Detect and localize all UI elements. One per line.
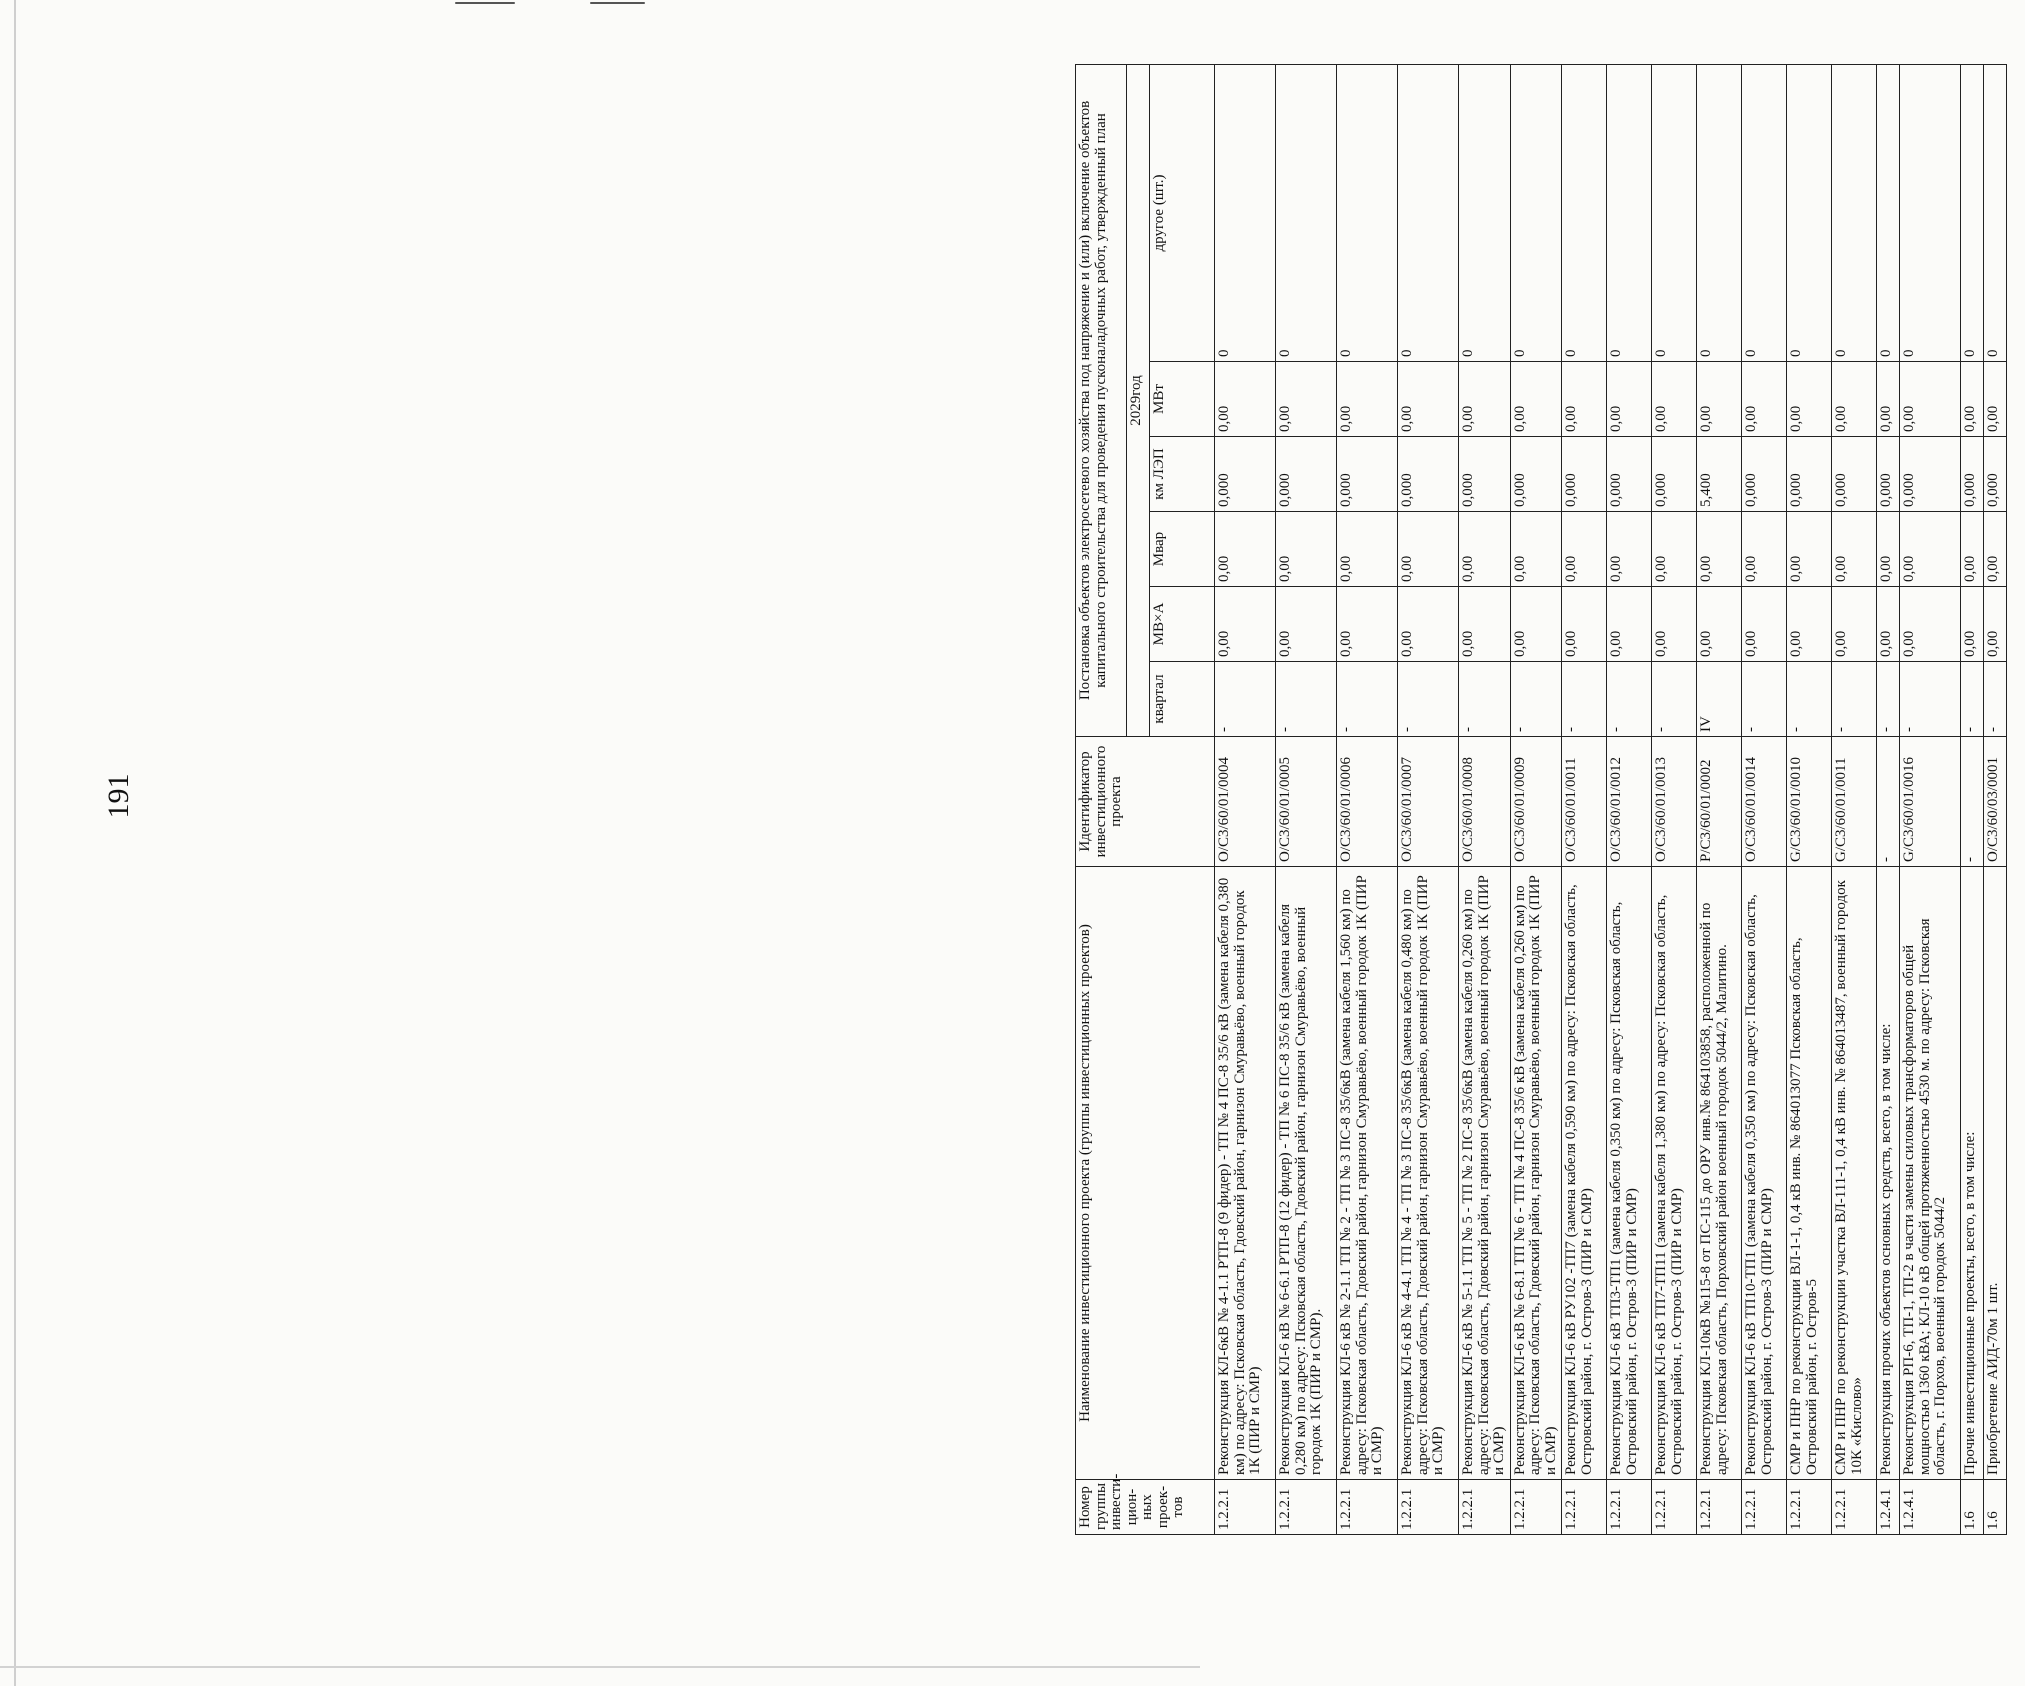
cell-name: Реконструкция КЛ-6кВ № 4-1.1 РТП-8 (9 фидер) - ТП № 4 ПС-8 35/6 кВ (замена кабеля 0,380 км) по адресу: Псковская область, Гдовский район, гарнизон Смуравьёво, военный городок 1К (ПИР и СМР) — [1215, 867, 1276, 1480]
cell-id: O/C3/60/01/0011 — [1562, 737, 1607, 867]
cell-other: 0 — [1607, 64, 1652, 361]
cell-mva: 0,00 — [1276, 587, 1337, 662]
header-mvar: Мвар — [1150, 512, 1215, 587]
cell-mw: 0,00 — [1607, 362, 1652, 437]
cell-other: 0 — [1832, 64, 1877, 361]
cell-km: 0,000 — [1900, 437, 1961, 512]
cell-km: 0,000 — [1337, 437, 1398, 512]
cell-mw: 0,00 — [1742, 362, 1787, 437]
cell-mvar: 0,00 — [1961, 512, 1984, 587]
cell-km: 0,000 — [1742, 437, 1787, 512]
scan-mark — [455, 2, 515, 4]
cell-mva: 0,00 — [1961, 587, 1984, 662]
cell-km: 0,000 — [1510, 437, 1562, 512]
cell-name: Реконструкция РП-6, ТП-1, ТП-2 в части замены силовых трансформаторов общей мощностью 1360 кВА; КЛ-10 кВ общей протяженностью 4530 м. по адресу: Псковская область, г. Порхов, военный городок 5044/2 — [1900, 867, 1961, 1480]
cell-id: G/C3/60/01/0011 — [1832, 737, 1877, 867]
cell-mvar: 0,00 — [1607, 512, 1652, 587]
table-row — [1742, 64, 1787, 1534]
cell-id: - — [1877, 737, 1900, 867]
table-row — [1215, 64, 1276, 1534]
cell-km: 0,000 — [1459, 437, 1511, 512]
header-other: другое (шт.) — [1150, 64, 1215, 361]
cell-num: 1.2.2.1 — [1697, 1480, 1742, 1535]
cell-name: Реконструкция КЛ-6 кВ РУ102 -ТП7 (замена кабеля 0,590 км) по адресу: Псковская область, Островский район, г. Остров-3 (ПИР и СМР) — [1562, 867, 1607, 1480]
cell-quarter: - — [1562, 662, 1607, 737]
header-identifier: Идентификатор инвестиционного проекта — [1076, 737, 1215, 867]
cell-name: Реконструкция КЛ-6 кВ № 4-4.1 ТП № 4 - ТП № 3 ПС-8 35/6кВ (замена кабеля 0,480 км) по адресу: Псковская область, Гдовский район, гарнизон Смуравьёво, военный городок 1К (ПИР и СМР) — [1398, 867, 1459, 1480]
cell-mva: 0,00 — [1697, 587, 1742, 662]
cell-mw: 0,00 — [1459, 362, 1511, 437]
cell-num: 1.2.2.1 — [1562, 1480, 1607, 1535]
cell-other: 0 — [1877, 64, 1900, 361]
cell-num: 1.2.2.1 — [1337, 1480, 1398, 1535]
cell-mva: 0,00 — [1787, 587, 1832, 662]
cell-num: 1.2.2.1 — [1398, 1480, 1459, 1535]
cell-mw: 0,00 — [1398, 362, 1459, 437]
cell-km: 0,000 — [1652, 437, 1697, 512]
cell-mw: 0,00 — [1510, 362, 1562, 437]
cell-km: 0,000 — [1984, 437, 2007, 512]
header-quarter: квартал — [1150, 662, 1215, 737]
table-body — [1215, 64, 2007, 1534]
cell-mva: 0,00 — [1900, 587, 1961, 662]
cell-id: G/C3/60/01/0016 — [1900, 737, 1961, 867]
cell-other: 0 — [1787, 64, 1832, 361]
cell-quarter: IV — [1697, 662, 1742, 737]
cell-num: 1.6 — [1984, 1480, 2007, 1535]
cell-mva: 0,00 — [1832, 587, 1877, 662]
cell-other: 0 — [1961, 64, 1984, 361]
cell-name: Прочие инвестиционные проекты, всего, в том числе: — [1961, 867, 1984, 1480]
cell-mva: 0,00 — [1652, 587, 1697, 662]
cell-id: - — [1961, 737, 1984, 867]
cell-mva: 0,00 — [1742, 587, 1787, 662]
cell-num: 1.2.4.1 — [1900, 1480, 1961, 1535]
cell-other: 0 — [1337, 64, 1398, 361]
cell-other: 0 — [1398, 64, 1459, 361]
table-row — [1787, 64, 1832, 1534]
table-row — [1562, 64, 1607, 1534]
cell-num: 1.2.4.1 — [1877, 1480, 1900, 1535]
scan-edge-bottom — [0, 1666, 1200, 1668]
table-row — [1832, 64, 1877, 1534]
cell-quarter: - — [1276, 662, 1337, 737]
cell-quarter: - — [1832, 662, 1877, 737]
header-km: км ЛЭП — [1150, 437, 1215, 512]
cell-num: 1.2.2.1 — [1832, 1480, 1877, 1535]
cell-mva: 0,00 — [1984, 587, 2007, 662]
cell-quarter: - — [1510, 662, 1562, 737]
cell-name: Реконструкция прочих объектов основных средств, всего, в том числе: — [1877, 867, 1900, 1480]
cell-id: O/C3/60/03/0001 — [1984, 737, 2007, 867]
cell-other: 0 — [1276, 64, 1337, 361]
cell-km: 0,000 — [1562, 437, 1607, 512]
cell-name: Реконструкция КЛ-10кВ №115-8 от ПС-115 до ОРУ инв.№ 864103858, расположенной по адресу: Псковская область, Порховский район военный городок 5044/2, Малитино. — [1697, 867, 1742, 1480]
cell-km: 5,400 — [1697, 437, 1742, 512]
cell-other: 0 — [1562, 64, 1607, 361]
cell-other: 0 — [1510, 64, 1562, 361]
cell-mvar: 0,00 — [1832, 512, 1877, 587]
cell-mva: 0,00 — [1562, 587, 1607, 662]
header-commissioning: Постановка объектов электросетевого хозяйства под напряжение и (или) включение объектов капитального строительства для проведения пусконаладочных работ, утвержденный план — [1076, 64, 1127, 736]
cell-mw: 0,00 — [1787, 362, 1832, 437]
cell-quarter: - — [1877, 662, 1900, 737]
cell-num: 1.2.2.1 — [1510, 1480, 1562, 1535]
cell-quarter: - — [1984, 662, 2007, 737]
cell-quarter: - — [1337, 662, 1398, 737]
cell-name: СМР и ПНР по реконструкции участка ВЛ-111-1, 0,4 кВ инв. № 864013487, военный городок 10К «Кислово» — [1832, 867, 1877, 1480]
cell-mw: 0,00 — [1877, 362, 1900, 437]
table-row — [1607, 64, 1652, 1534]
cell-id: O/C3/60/01/0005 — [1276, 737, 1337, 867]
cell-quarter: - — [1607, 662, 1652, 737]
cell-mva: 0,00 — [1459, 587, 1511, 662]
table-row — [1877, 64, 1900, 1534]
cell-num: 1.2.2.1 — [1459, 1480, 1511, 1535]
header-mva: МВ×А — [1150, 587, 1215, 662]
cell-other: 0 — [1459, 64, 1511, 361]
table-row — [1398, 64, 1459, 1534]
cell-mva: 0,00 — [1607, 587, 1652, 662]
cell-mw: 0,00 — [1276, 362, 1337, 437]
cell-name: Приобретение АИД-70м 1 шт. — [1984, 867, 2007, 1480]
page-number: 191 — [102, 773, 135, 819]
cell-mw: 0,00 — [1961, 362, 1984, 437]
cell-mw: 0,00 — [1562, 362, 1607, 437]
cell-km: 0,000 — [1607, 437, 1652, 512]
cell-quarter: - — [1652, 662, 1697, 737]
cell-km: 0,000 — [1787, 437, 1832, 512]
header-group-number: Номер группы инвести-цион-ных проек-тов — [1076, 1480, 1215, 1535]
table-row — [1984, 64, 2007, 1534]
rotated-table-container — [1075, 65, 2025, 1535]
cell-id: O/C3/60/01/0014 — [1742, 737, 1787, 867]
cell-name: СМР и ПНР по реконструкции ВЛ-1-1, 0,4 кВ инв. № 864013077 Псковская область, Островский район, г. Остров-5 — [1787, 867, 1832, 1480]
cell-mw: 0,00 — [1832, 362, 1877, 437]
cell-mw: 0,00 — [1652, 362, 1697, 437]
cell-mw: 0,00 — [1697, 362, 1742, 437]
cell-mw: 0,00 — [1215, 362, 1276, 437]
cell-mvar: 0,00 — [1652, 512, 1697, 587]
cell-mva: 0,00 — [1215, 587, 1276, 662]
cell-num: 1.6 — [1961, 1480, 1984, 1535]
cell-km: 0,000 — [1398, 437, 1459, 512]
table-row — [1337, 64, 1398, 1534]
cell-num: 1.2.2.1 — [1276, 1480, 1337, 1535]
header-year: 2029год — [1127, 64, 1150, 736]
cell-km: 0,000 — [1877, 437, 1900, 512]
cell-km: 0,000 — [1832, 437, 1877, 512]
cell-other: 0 — [1742, 64, 1787, 361]
cell-other: 0 — [1697, 64, 1742, 361]
cell-num: 1.2.2.1 — [1215, 1480, 1276, 1535]
cell-num: 1.2.2.1 — [1652, 1480, 1697, 1535]
cell-mva: 0,00 — [1337, 587, 1398, 662]
scan-edge-left — [14, 0, 16, 1686]
cell-num: 1.2.2.1 — [1787, 1480, 1832, 1535]
cell-id: G/C3/60/01/0010 — [1787, 737, 1832, 867]
cell-mvar: 0,00 — [1276, 512, 1337, 587]
cell-name: Реконструкция КЛ-6 кВ ТП10-ТП1 (замена кабеля 0,350 км) по адресу: Псковская область, Островский район, г. Остров-3 (ПИР и СМР) — [1742, 867, 1787, 1480]
cell-name: Реконструкция КЛ-6 кВ № 5-1.1 ТП № 5 - ТП № 2 ПС-8 35/6кВ (замена кабеля 0,260 км) по адресу: Псковская область, Гдовский район, гарнизон Смуравьёво, военный городок 1К (ПИР и СМР) — [1459, 867, 1511, 1480]
cell-mw: 0,00 — [1337, 362, 1398, 437]
cell-num: 1.2.2.1 — [1742, 1480, 1787, 1535]
cell-other: 0 — [1900, 64, 1961, 361]
cell-mvar: 0,00 — [1742, 512, 1787, 587]
cell-mvar: 0,00 — [1562, 512, 1607, 587]
table-row — [1276, 64, 1337, 1534]
cell-name: Реконструкция КЛ-6 кВ ТП7-ТП11 (замена кабеля 1,380 км) по адресу: Псковская область, Островский район, г. Остров-3 (ПИР и СМР) — [1652, 867, 1697, 1480]
cell-mvar: 0,00 — [1510, 512, 1562, 587]
investment-table — [1075, 64, 2007, 1535]
cell-quarter: - — [1742, 662, 1787, 737]
cell-mvar: 0,00 — [1877, 512, 1900, 587]
table-row — [1510, 64, 1562, 1534]
cell-id: O/C3/60/01/0008 — [1459, 737, 1511, 867]
cell-mw: 0,00 — [1900, 362, 1961, 437]
header-mw: МВт — [1150, 362, 1215, 437]
cell-mvar: 0,00 — [1787, 512, 1832, 587]
cell-num: 1.2.2.1 — [1607, 1480, 1652, 1535]
cell-id: O/C3/60/01/0004 — [1215, 737, 1276, 867]
cell-quarter: - — [1398, 662, 1459, 737]
cell-name: Реконструкция КЛ-6 кВ ТП3-ТП1 (замена кабеля 0,350 км) по адресу: Псковская область, Островский район, г. Остров-3 (ПИР и СМР) — [1607, 867, 1652, 1480]
cell-id: O/C3/60/01/0012 — [1607, 737, 1652, 867]
table-row — [1961, 64, 1984, 1534]
cell-mvar: 0,00 — [1398, 512, 1459, 587]
cell-name: Реконструкция КЛ-6 кВ № 6-8.1 ТП № 6 - ТП № 4 ПС-8 35/6 кВ (замена кабеля 0,260 км) по адресу: Псковская область, Гдовский район, гарнизон Смуравьёво, военный городок 1К (ПИР и СМР) — [1510, 867, 1562, 1480]
cell-mvar: 0,00 — [1984, 512, 2007, 587]
header-name: Наименование инвестиционного проекта (группы инвестиционных проектов) — [1076, 867, 1215, 1480]
cell-quarter: - — [1787, 662, 1832, 737]
cell-quarter: - — [1215, 662, 1276, 737]
table-header — [1076, 64, 1215, 1534]
table-row — [1900, 64, 1961, 1534]
cell-name: Реконструкция КЛ-6 кВ № 2-1.1 ТП № 2 - ТП № 3 ПС-8 35/6кВ (замена кабеля 1,560 км) по адресу: Псковская область, Гдовский район, гарнизон Смуравьёво, военный городок 1К (ПИР и СМР) — [1337, 867, 1398, 1480]
cell-id: O/C3/60/01/0007 — [1398, 737, 1459, 867]
table-row — [1697, 64, 1742, 1534]
table-row — [1459, 64, 1511, 1534]
cell-km: 0,000 — [1961, 437, 1984, 512]
cell-mvar: 0,00 — [1215, 512, 1276, 587]
cell-id: O/C3/60/01/0009 — [1510, 737, 1562, 867]
cell-mvar: 0,00 — [1697, 512, 1742, 587]
cell-mvar: 0,00 — [1900, 512, 1961, 587]
cell-mvar: 0,00 — [1337, 512, 1398, 587]
cell-km: 0,000 — [1215, 437, 1276, 512]
scan-mark — [590, 2, 645, 4]
cell-km: 0,000 — [1276, 437, 1337, 512]
cell-quarter: - — [1900, 662, 1961, 737]
cell-mva: 0,00 — [1398, 587, 1459, 662]
cell-other: 0 — [1652, 64, 1697, 361]
cell-name: Реконструкция КЛ-6 кВ № 6-6.1 РТП-8 (12 фидер) - ТП № 6 ПС-8 35/6 кВ (замена кабеля 0,280 км) по адресу: Псковская область, Гдовский район, гарнизон Смуравьёво, военный городок 1К (ПИР и СМР). — [1276, 867, 1337, 1480]
cell-id: O/C3/60/01/0006 — [1337, 737, 1398, 867]
table-row — [1652, 64, 1697, 1534]
cell-mvar: 0,00 — [1459, 512, 1511, 587]
cell-mw: 0,00 — [1984, 362, 2007, 437]
cell-id: O/C3/60/01/0013 — [1652, 737, 1697, 867]
cell-mva: 0,00 — [1510, 587, 1562, 662]
cell-quarter: - — [1459, 662, 1511, 737]
cell-quarter: - — [1961, 662, 1984, 737]
cell-id: P/C3/60/01/0002 — [1697, 737, 1742, 867]
cell-other: 0 — [1215, 64, 1276, 361]
cell-other: 0 — [1984, 64, 2007, 361]
cell-mva: 0,00 — [1877, 587, 1900, 662]
